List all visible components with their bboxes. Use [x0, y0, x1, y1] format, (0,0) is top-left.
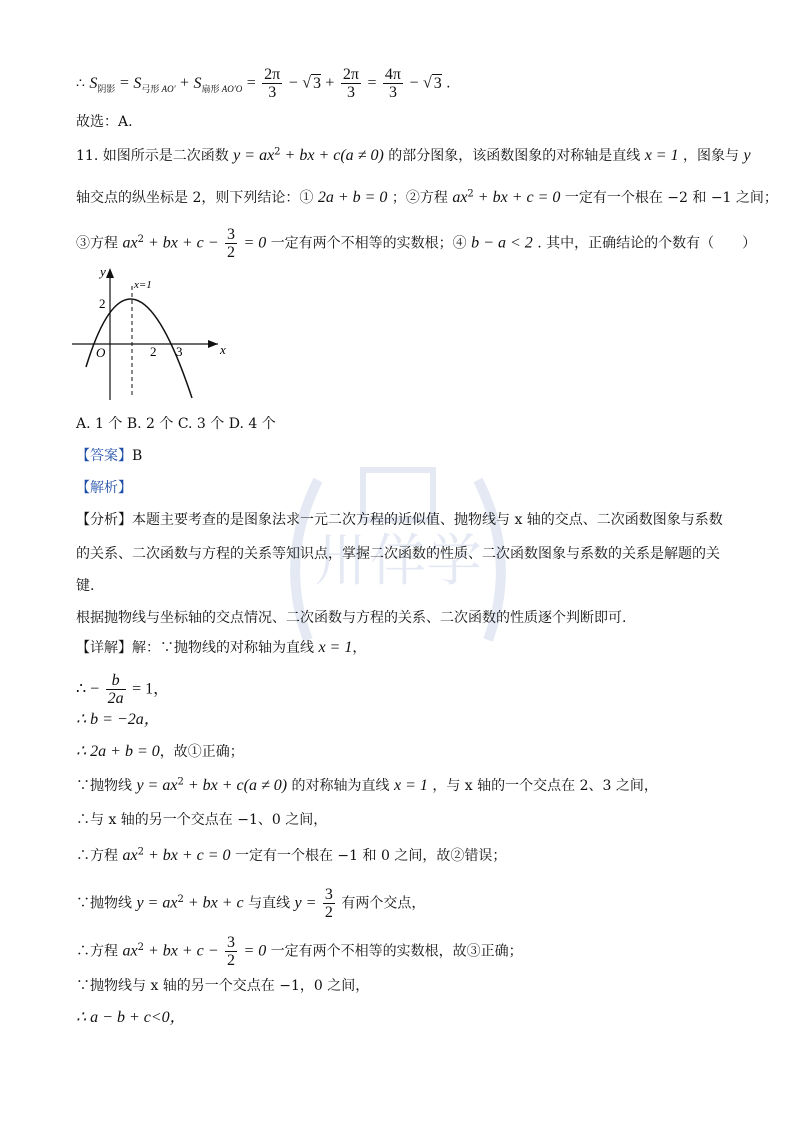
symmetry-axis-label: x=1	[134, 279, 152, 291]
eq3-den: 2	[226, 244, 235, 261]
detail-s7-math2: + bx + c = 0	[143, 847, 231, 864]
analysis-p3: 键.	[76, 578, 95, 594]
frac2-den: 3	[346, 84, 355, 101]
equals: =	[119, 74, 129, 92]
sup: 2	[137, 233, 144, 245]
frac2-num: 2π	[342, 66, 359, 83]
detail-s2-end: = 1，	[132, 680, 170, 698]
detail-s8b: 与直线	[248, 895, 291, 912]
analysis-p1	[76, 510, 723, 530]
detail-s9-math3: = 0	[243, 942, 267, 960]
detail-s8-math2: + bx + c	[183, 894, 244, 912]
detail-s9-math2: + bx + c −	[143, 942, 219, 960]
analysis-sub-tag: 【分析】	[76, 512, 132, 528]
detail-s4-math: ∴ 2a + b = 0	[76, 743, 160, 760]
detail-line-2	[76, 672, 169, 707]
detail-s9-math: ax	[122, 942, 138, 960]
fraction-3	[383, 66, 403, 101]
q11-text-1: 11. 如图所示是二次函数	[76, 148, 229, 164]
detail-s2-prefix: ∴ −	[76, 680, 100, 698]
detail-line-5	[76, 776, 658, 796]
detail-line-9	[76, 934, 523, 969]
detail-s5-cond: (a ≠ 0)	[243, 777, 288, 794]
watermark-text: 卅佯学	[314, 529, 482, 594]
equals-3: =	[367, 74, 377, 92]
detail-s8c: 有两个交点，	[341, 895, 426, 912]
parabola-graph	[68, 262, 238, 402]
subscript-bow-points: AO′	[161, 83, 176, 94]
detail-line-3: ∴ b = −2a，	[76, 711, 160, 728]
analysis-p4: 根据抛物线与坐标轴的交点情况、二次函数与方程的关系、二次函数的性质逐个判断即可.	[76, 610, 627, 626]
detail-line-7	[76, 846, 506, 866]
sup: 2	[137, 941, 144, 953]
frac1-num: 2π	[264, 66, 281, 83]
fraction-3-2	[225, 226, 237, 261]
detail-s8-fraction	[323, 886, 335, 921]
q11-l3a: ③方程	[76, 235, 118, 252]
frac3-num: 4π	[384, 66, 401, 83]
plus-2: +	[325, 74, 335, 92]
detail-s1-math: x = 1	[318, 639, 353, 656]
detail-s5-axis: x = 1	[393, 777, 428, 794]
q11-y: y	[743, 147, 751, 164]
q11-text-2: 的部分图象，该函数图象的对称轴是直线	[388, 148, 641, 164]
subscript-shadow: 阴影	[97, 83, 116, 94]
detail-s9b: 一定有两个不相等的实数根，故③正确；	[270, 943, 523, 960]
detail-s8-den: 2	[324, 904, 333, 921]
conclusion-1: 2a + b = 0	[317, 189, 388, 206]
detail-s4b: ，故①正确；	[159, 744, 244, 760]
eq3a: ax	[122, 234, 138, 252]
eq2a: ax	[452, 189, 468, 206]
detail-s7-math: ax	[122, 847, 138, 864]
x-axis-arrow	[208, 340, 218, 348]
equals-2: =	[246, 74, 256, 92]
detail-s5-math2: + bx + c	[183, 777, 244, 794]
q11-function-rest: + bx + c	[280, 147, 341, 164]
q11-l2c: 一定有一个根在 −2 和 −1 之间；	[564, 190, 778, 206]
fraction-2	[341, 66, 361, 101]
detail-line-8	[76, 886, 425, 921]
minus-1: −	[288, 74, 298, 92]
q11-l2b: ；②方程	[391, 190, 448, 206]
detail-s8a: ∵抛物线	[76, 895, 132, 912]
detail-line-11: ∴ a − b + c<0，	[76, 1009, 186, 1026]
detail-line-4	[76, 742, 244, 762]
subscript-fan: 扇形	[201, 83, 220, 94]
detail-s9-den: 2	[226, 952, 235, 969]
detail-tag: 【详解】	[76, 640, 132, 656]
analysis-heading	[76, 478, 132, 498]
q11-condition: (a ≠ 0)	[340, 147, 384, 164]
answer-value: B	[132, 448, 143, 464]
origin-label: O	[96, 345, 106, 360]
question-11-line-3	[76, 226, 756, 261]
eq2b: + bx + c = 0	[473, 189, 561, 206]
plus: +	[180, 74, 190, 92]
detail-s7a: ∴方程	[76, 848, 118, 864]
tick-x-3: 3	[176, 344, 183, 359]
period: .	[446, 75, 451, 92]
answer-tag: 【答案】	[76, 448, 132, 464]
q11-axis: x = 1	[644, 147, 679, 164]
detail-line-10: ∵抛物线与 x 轴的另一个交点在 −1，0 之间，	[76, 978, 370, 994]
detail-s9a: ∴方程	[76, 943, 118, 960]
subscript-bow: 弓形	[141, 83, 160, 94]
tick-x-2: 2	[150, 344, 157, 359]
options-line: A. 1 个 B. 2 个 C. 3 个 D. 4 个	[76, 416, 276, 432]
detail-line-6: ∴与 x 轴的另一个交点在 −1、0 之间，	[76, 812, 328, 828]
q11-l3c: . 其中，正确结论的个数有（ ）	[537, 235, 757, 252]
eq3b: + bx + c −	[143, 234, 219, 252]
subscript-fan-points: AO′O	[221, 83, 243, 94]
detail-s2-den: 2a	[107, 690, 124, 707]
q11-text-3: ，图象与	[683, 148, 740, 164]
detail-s1e: ，	[352, 640, 367, 656]
eq3-num: 3	[226, 226, 235, 243]
analysis-tag: 【解析】	[76, 480, 132, 496]
eq3c: = 0	[243, 234, 267, 252]
analysis-text-1: 本题主要考查的是图象法求一元二次方程的近似值、抛物线与 x 轴的交点、二次函数图象与系数	[132, 512, 723, 528]
analysis-p2: 的关系、二次函数与方程的关系等知识点，掌握二次函数的性质、二次函数图象与系数的关系是解题的关	[76, 546, 720, 562]
detail-fraction-b-2a	[106, 672, 126, 707]
sqrt-1: 3	[312, 74, 321, 92]
frac1-den: 3	[268, 84, 277, 101]
detail-s8-num: 3	[324, 886, 333, 903]
detail-s9-fraction	[225, 934, 237, 969]
detail-s7b: 一定有一个根在 −1 和 0 之间，故②错误；	[234, 848, 507, 864]
detail-s8-math: y = ax	[136, 894, 178, 912]
x-axis-label: x	[220, 342, 226, 357]
q11-l3b: 一定有两个不相等的实数根；④	[270, 235, 467, 252]
sup: 2	[467, 188, 474, 200]
detail-s5b: 的对称轴为直线	[291, 778, 390, 794]
sqrt-2: 3	[433, 74, 442, 92]
question-11-line-1	[76, 146, 751, 166]
area-formula-line: ∴ $S_{阴影} = S_{弓形 AO'} + S_{扇形 AO'O}$ = $\frac{2\pi}{3}$ − √ 3 + $\frac{2\pi}{3}$ = $\frac{4\pi}{3}$ − √ 3 .	[76, 66, 451, 101]
q11-function: y = ax	[233, 147, 275, 164]
detail-s5d: ，与 x 轴的一个交点在 2、3 之间，	[432, 778, 658, 794]
detail-s8-y: y =	[294, 894, 317, 912]
detail-s2-num: b	[106, 672, 126, 690]
sup: 2	[177, 893, 184, 905]
answer-line	[76, 446, 142, 466]
detail-s1: 解：∵抛物线的对称轴为直线	[132, 640, 314, 656]
minus-2: −	[409, 74, 419, 92]
sup: 2	[274, 146, 281, 158]
q11-l2a: 轴交点的纵坐标是 2，则下列结论：①	[76, 190, 314, 206]
question-11-line-2	[76, 188, 778, 208]
detail-s5-math: y = ax	[136, 777, 178, 794]
detail-line-1	[76, 638, 366, 658]
conclusion-4: b − a < 2	[471, 234, 533, 252]
fraction-1	[262, 66, 282, 101]
tick-y-2: 2	[99, 296, 106, 311]
detail-s9-num: 3	[226, 934, 235, 951]
choice-line: 故选：A.	[76, 114, 133, 130]
therefore-symbol: ∴	[76, 75, 85, 92]
frac3-den: 3	[388, 84, 397, 101]
y-axis-label: y	[100, 264, 106, 279]
detail-s5a: ∵抛物线	[76, 778, 132, 794]
sup: 2	[137, 846, 144, 858]
y-axis-arrow	[106, 268, 114, 278]
sup: 2	[177, 776, 184, 788]
